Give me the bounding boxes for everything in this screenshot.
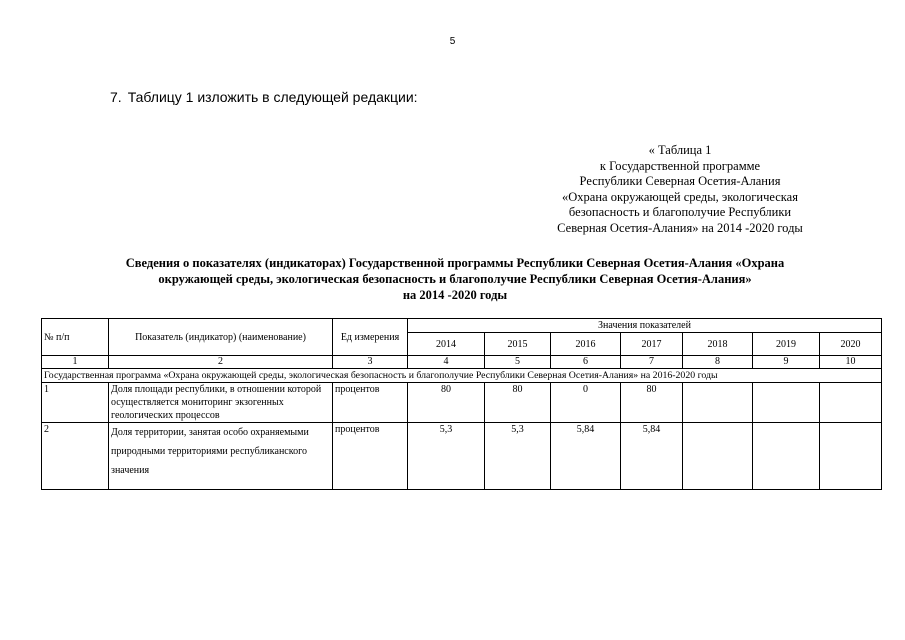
column-number: 9	[753, 356, 820, 369]
row-indicator: Доля площади республики, в отношении которой осуществляется мониторинг экзогенных геологических процессов	[109, 383, 333, 423]
header-year: 2018	[683, 333, 753, 356]
header-year: 2016	[551, 333, 621, 356]
row-value: 80	[621, 383, 683, 423]
row-value	[753, 423, 820, 490]
appendix-line: «Охрана окружающей среды, экологическая	[562, 189, 798, 204]
instruction-number: 7.	[110, 89, 122, 105]
header-row	[42, 319, 882, 333]
row-value	[820, 383, 882, 423]
column-number: 10	[820, 356, 882, 369]
column-numbers-row	[42, 356, 882, 369]
appendix-line: Республики Северная Осетия-Алания	[579, 174, 781, 188]
header-year: 2014	[408, 333, 485, 356]
title-line: Сведения о показателях (индикаторах) Государственной программы Республики Северная Осетия-Алания «Охрана	[125, 256, 785, 270]
indicators-table	[41, 318, 882, 490]
appendix-line: к Государственной программе	[599, 158, 761, 173]
row-value	[753, 383, 820, 423]
column-number: 7	[621, 356, 683, 369]
row-value: 80	[408, 383, 485, 423]
header-year: 2020	[820, 333, 882, 356]
header-year: 2015	[485, 333, 551, 356]
header-year: 2017	[621, 333, 683, 356]
header-num: № п/п	[42, 319, 109, 356]
table-row	[42, 383, 882, 423]
row-indicator: Доля территории, занятая особо охраняемыми природными территориями республиканского значения	[109, 423, 333, 490]
appendix-line: безопасность и благополучие Республики	[568, 205, 792, 219]
document-title	[70, 255, 840, 303]
row-value: 80	[485, 383, 551, 423]
row-value	[683, 383, 753, 423]
header-year: 2019	[753, 333, 820, 356]
appendix-line: Северная Осетия-Алания» на 2014 -2020 годы	[557, 220, 803, 235]
row-unit: процентов	[333, 423, 408, 490]
row-value	[820, 423, 882, 490]
header-unit: Ед измерения	[333, 319, 408, 356]
appendix-line: « Таблица 1	[648, 143, 712, 157]
amendment-instruction	[110, 89, 418, 105]
instruction-text: Таблицу 1 изложить в следующей редакции:	[127, 89, 418, 105]
header-indicator: Показатель (индикатор) (наименование)	[109, 319, 333, 356]
row-value	[683, 423, 753, 490]
row-unit: процентов	[333, 383, 408, 423]
column-number: 3	[333, 356, 408, 369]
row-num: 1	[42, 383, 109, 423]
page-number: 5	[449, 36, 456, 47]
row-value: 5,3	[408, 423, 485, 490]
column-number: 5	[485, 356, 551, 369]
program-group-row	[42, 369, 882, 383]
column-number: 4	[408, 356, 485, 369]
title-line: окружающей среды, экологическая безопасность и благополучие Республики Северная Осетия-Алания»	[158, 272, 752, 286]
column-number: 2	[109, 356, 333, 369]
column-number: 1	[42, 356, 109, 369]
column-number: 6	[551, 356, 621, 369]
row-value: 0	[551, 383, 621, 423]
column-number: 8	[683, 356, 753, 369]
title-line: на 2014 -2020 годы	[402, 288, 508, 302]
row-value: 5,84	[551, 423, 621, 490]
row-num: 2	[42, 423, 109, 490]
row-value: 5,3	[485, 423, 551, 490]
row-value: 5,84	[621, 423, 683, 490]
header-values-group: Значения показателей	[408, 319, 882, 333]
table-row	[42, 423, 882, 490]
appendix-note	[540, 143, 820, 236]
program-group-label: Государственная программа «Охрана окружающей среды, экологическая безопасность и благополучие Республики Северная Осетия-Алания» на 2016-2020 годы	[42, 369, 882, 383]
